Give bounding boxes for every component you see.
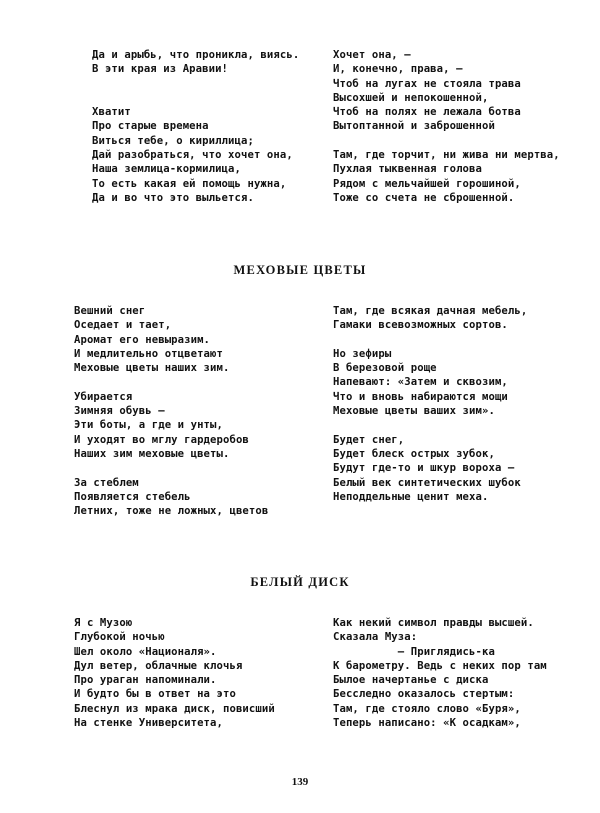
poem-mekhovye-left: Вешний снег Оседает и тает, Аромат его невыразим. И медлительно отцветают Меховые цветы наших зим. Убирается Зимняя обувь — Эти боты, а где и унты, И уходят во мглу гардеробов Наших зим меховые цветы. За стеблем Появляется стебель Летних, тоже не ложных, цветов [74, 305, 269, 518]
poem-continuation-left: Да и арыбь, что проникла, виясь. В эти края из Аравии! Хватит Про старые времена Виться тебе, о кириллица; Дай разобраться, что хочет она, Наша землица-кормилица, То есть какая ей помощь нужна, Да и во что это выльется. [92, 49, 300, 204]
poem-disk-left: Я с Музою Глубокой ночью Шел около «Националя». Дул ветер, облачные клочья Про ураган напоминали. И будто бы в ответ на это Блеснул из мрака диск, повисший На стенке Университета, [74, 617, 275, 730]
poem-title-belyi-disk: БЕЛЫЙ ДИСК [250, 575, 350, 589]
poem-title-mekhovye-tsvety: МЕХОВЫЕ ЦВЕТЫ [233, 263, 367, 277]
poem-mekhovye-right: Там, где всякая дачная мебель, Гамаки всевозможных сортов. Но зефиры В березовой роще Напевают: «Затем и сквозим, Что и вновь набираются мощи Меховые цветы ваших зим». Будет снег, Будет блеск острых зубок, Будут где-то и шкур ворoха — Белый век синтетических шубок Неподдельные ценит меха. [333, 305, 528, 503]
poem-continuation-right: Хочет она, — И, конечно, права, — Чтоб на лугах не стояла трава Высохшей и непокошенной, Чтоб на полях не лежала ботва Вытоптанной и заброшенной Там, где торчит, ни жива ни мертва, Пухлая тыквенная голова Рядом с мельчайшей горошиной, Тоже со счета не сброшенной. [333, 49, 560, 204]
page-number: 139 [291, 776, 309, 788]
poem-disk-right: Как некий символ правды высшей. Сказала Муза: — Приглядись-ка К барометру. Ведь с неких пор там Былое начертанье с диска Бесследно оказалось стертым: Там, где стояло слово «Буря», Теперь написано: «К осадкам», [333, 617, 547, 730]
